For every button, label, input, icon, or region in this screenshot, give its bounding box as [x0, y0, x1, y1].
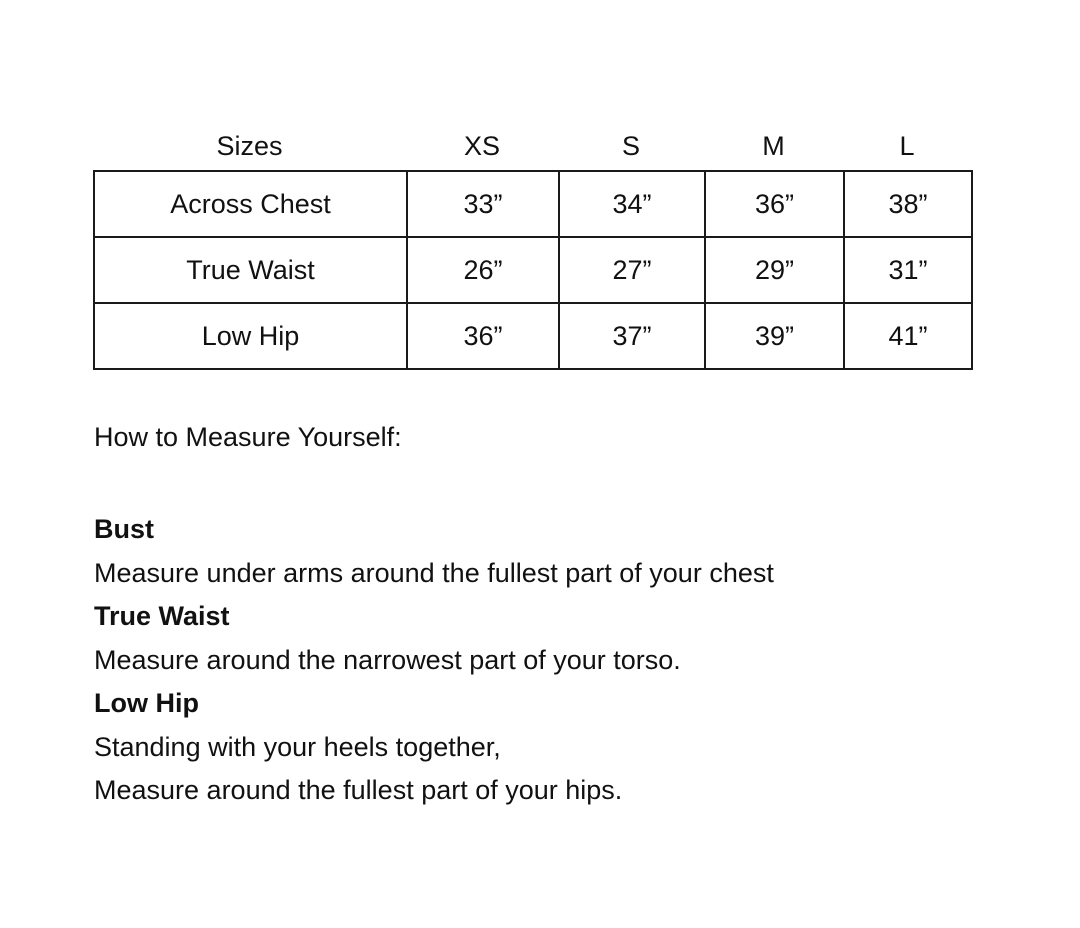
sizes-header-label: Sizes — [216, 130, 283, 161]
low-hip-instruction-line-1: Standing with your heels together, — [94, 731, 501, 762]
table-row-low-hip — [94, 303, 972, 369]
table-cell: 26” — [407, 237, 559, 303]
table-cell: 31” — [844, 237, 972, 303]
table-cell: 41” — [844, 303, 972, 369]
row-label-true-waist: True Waist — [94, 237, 407, 303]
table-cell: 39” — [705, 303, 844, 369]
table-cell: 36” — [407, 303, 559, 369]
table-cell: 29” — [705, 237, 844, 303]
bust-heading: Bust — [94, 514, 154, 544]
size-header-l: L — [899, 130, 915, 161]
low-hip-heading: Low Hip — [94, 688, 199, 718]
true-waist-heading: True Waist — [94, 601, 230, 631]
bust-instruction: Measure under arms around the fullest part of your chest — [94, 557, 774, 588]
table-cell: 38” — [844, 171, 972, 237]
size-header-s: S — [621, 130, 640, 161]
size-header-row — [93, 126, 971, 166]
row-label-low-hip: Low Hip — [94, 303, 407, 369]
table-row-across-chest — [94, 171, 972, 237]
table-row-true-waist — [94, 237, 972, 303]
true-waist-instruction: Measure around the narrowest part of your torso. — [94, 644, 681, 675]
table-cell: 34” — [559, 171, 705, 237]
measuring-guide — [94, 508, 994, 813]
table-cell: 27” — [559, 237, 705, 303]
size-chart-table — [93, 170, 973, 370]
size-header-m: M — [762, 130, 785, 161]
row-label-across-chest: Across Chest — [94, 171, 407, 237]
table-cell: 36” — [705, 171, 844, 237]
how-to-measure-title: How to Measure Yourself: — [94, 422, 402, 452]
low-hip-instruction-line-2: Measure around the fullest part of your hips. — [94, 775, 623, 805]
table-cell: 37” — [559, 303, 705, 369]
size-header-xs: XS — [463, 130, 501, 161]
table-cell: 33” — [407, 171, 559, 237]
